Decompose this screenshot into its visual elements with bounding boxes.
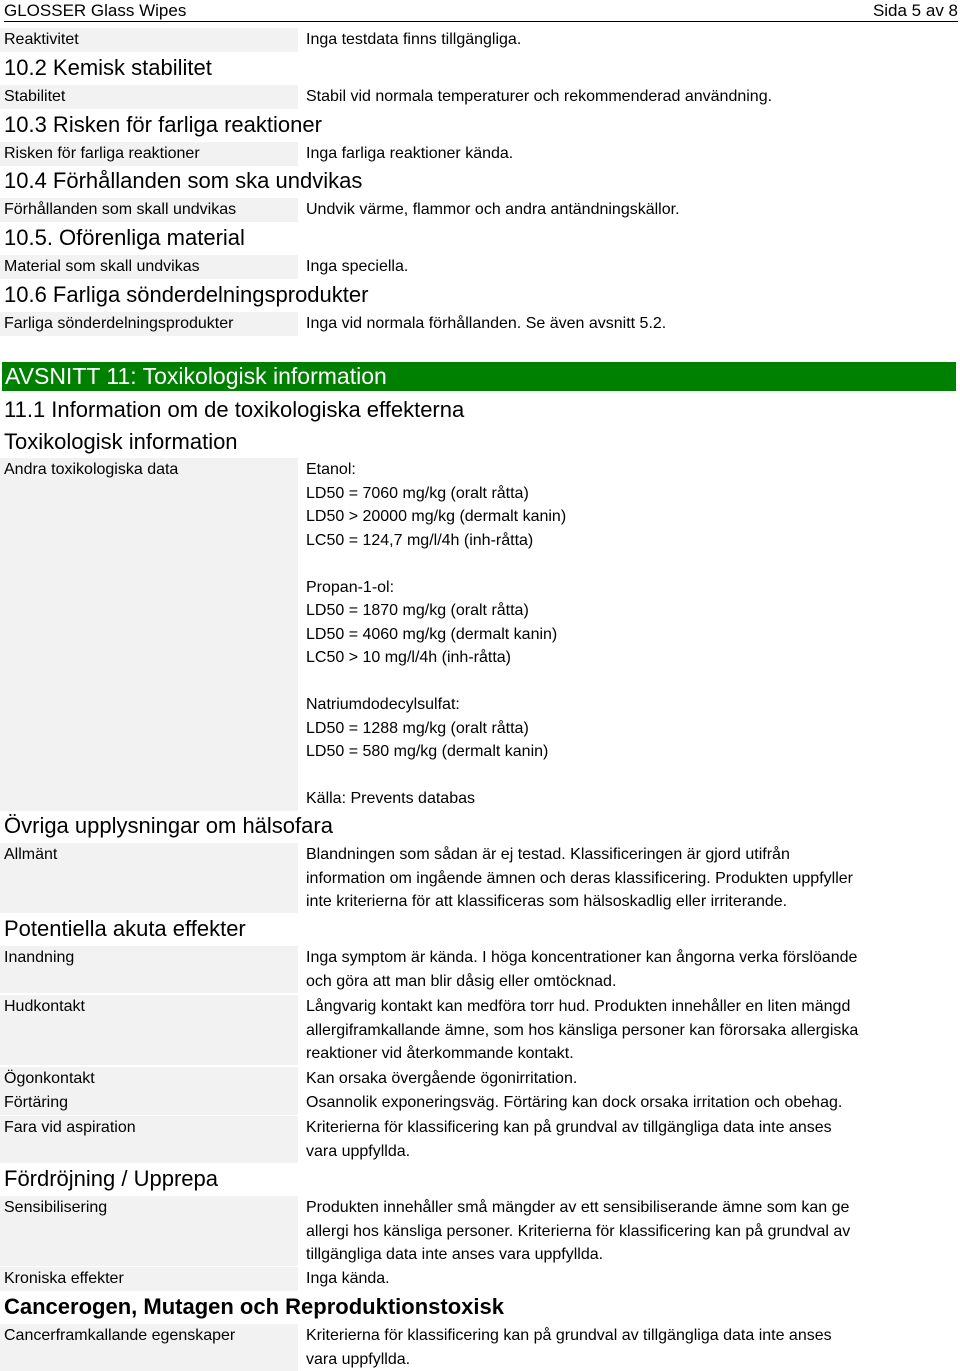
field-label: Förtäring (0, 1091, 298, 1115)
row-cancer (0, 1324, 960, 1371)
field-value (306, 1116, 952, 1163)
text-line: Inga symptom är kända. I höga koncentrationer kan ångorna verka förslöande (306, 949, 858, 966)
row-reaktivitet (0, 28, 960, 52)
subheading-10-6: 10.6 Farliga sönderdelningsprodukter (4, 282, 369, 307)
subheading-10-5: 10.5. Oförenliga material (4, 225, 245, 250)
tox-line: LD50 = 1288 mg/kg (oralt råtta) (306, 719, 529, 737)
text-line: information om ingående ämnen och deras klassificering. Produkten uppfyller (306, 869, 853, 887)
row-forhallanden (0, 198, 960, 222)
field-value (306, 946, 952, 993)
field-label: Inandning (0, 946, 298, 993)
tox-line: Natriumdodecylsulfat: (306, 696, 460, 713)
field-value (306, 1091, 952, 1115)
heading-delayed: Fördröjning / Upprepa (4, 1166, 219, 1191)
field-label: Risken för farliga reaktioner (0, 142, 298, 166)
subheading-tox-info: Toxikologisk information (4, 429, 238, 454)
heading-acute: Potentiella akuta effekter (4, 916, 246, 941)
page-header (4, 0, 958, 22)
row-aspiration (0, 1116, 960, 1163)
field-value (306, 1267, 952, 1291)
row-stabilitet (0, 85, 960, 109)
field-value: Inga farliga reaktioner kända. (306, 145, 514, 162)
text-line: vara uppfyllda. (306, 1350, 411, 1368)
tox-line: Etanol: (306, 461, 356, 478)
text-line: Långvarig kontakt kan medföra torr hud. Produkten innehåller en liten mängd (306, 998, 851, 1015)
section-11-banner: AVSNITT 11: Toxikologisk information (2, 362, 956, 391)
tox-data-lines (306, 458, 952, 811)
subheading-10-2: 10.2 Kemisk stabilitet (4, 55, 212, 80)
subheading-10-3: 10.3 Risken för farliga reaktioner (4, 112, 322, 137)
field-value (306, 843, 952, 914)
tox-line (306, 552, 952, 576)
text-line: allergiframkallande ämne, som hos känsliga personer kan förorsaka allergiska (306, 1021, 859, 1039)
text-line: Kriterierna för klassificering kan på grundval av tillgängliga data inte anses (306, 1327, 832, 1344)
tox-line (306, 764, 952, 788)
row-farliga (0, 312, 960, 336)
row-risken (0, 142, 960, 166)
field-label: Farliga sönderdelningsprodukter (0, 312, 298, 336)
tox-line: LD50 > 20000 mg/kg (dermalt kanin) (306, 508, 567, 525)
field-value: Inga vid normala förhållanden. Se även avsnitt 5.2. (306, 315, 667, 332)
row-material (0, 255, 960, 279)
field-label: Hudkontakt (0, 995, 298, 1065)
text-line: reaktioner vid återkommande kontakt. (306, 1045, 574, 1062)
text-line: Blandningen som sådan är ej testad. Klassificeringen är gjord utifrån (306, 846, 790, 863)
field-value (306, 1324, 952, 1371)
field-label: Cancerframkallande egenskaper (0, 1324, 298, 1371)
text-line: Inga kända. (306, 1270, 390, 1287)
field-value: Undvik värme, flammor och andra antändningskällor. (306, 201, 680, 218)
field-label: Stabilitet (0, 85, 298, 109)
text-line: Kan orsaka övergående ögonirritation. (306, 1070, 578, 1087)
text-line: inte kriterierna för att klassificeras som hälsoskadlig eller irriterande. (306, 893, 788, 910)
text-line: Produkten innehåller små mängder av ett sensibiliserande ämne som kan ge (306, 1199, 850, 1216)
field-label: Förhållanden som skall undvikas (0, 198, 298, 222)
field-label: Fara vid aspiration (0, 1116, 298, 1163)
text-line: tillgängliga data inte anses vara uppfyllda. (306, 1246, 604, 1263)
row-allmant (0, 843, 960, 913)
row-tox-data (0, 458, 960, 811)
field-label: Andra toxikologiska data (0, 458, 298, 811)
tox-line: LD50 = 1870 mg/kg (oralt råtta) (306, 602, 529, 619)
row-ogonkontakt (0, 1067, 960, 1090)
row-sensibilisering (0, 1196, 960, 1266)
document-title: GLOSSER Glass Wipes (4, 1, 187, 20)
tox-line: LD50 = 7060 mg/kg (oralt råtta) (306, 484, 529, 502)
field-value (306, 1196, 952, 1267)
text-line: och göra att man blir dåsig eller omtöcknad. (306, 972, 617, 990)
tox-line: Källa: Prevents databas (306, 790, 475, 807)
tox-line: LD50 = 580 mg/kg (dermalt kanin) (306, 743, 549, 760)
page-number: Sida 5 av 8 (872, 1, 958, 20)
tox-line: LD50 = 4060 mg/kg (dermalt kanin) (306, 625, 558, 643)
heading-health: Övriga upplysningar om hälsofara (4, 813, 333, 838)
row-fortaring (0, 1091, 960, 1114)
heading-cmr: Cancerogen, Mutagen och Reproduktionstoxisk (4, 1294, 504, 1319)
field-label: Sensibilisering (0, 1196, 298, 1266)
text-line: Osannolik exponeringsväg. Förtäring kan dock orsaka irritation och obehag. (306, 1094, 843, 1111)
row-hudkontakt (0, 995, 960, 1065)
text-line: vara uppfyllda. (306, 1142, 411, 1160)
field-value: Inga speciella. (306, 258, 409, 275)
field-label: Ögonkontakt (0, 1067, 298, 1091)
tox-line: LC50 > 10 mg/l/4h (inh-råtta) (306, 649, 511, 666)
field-value: Stabil vid normala temperaturer och rekommenderad användning. (306, 88, 773, 105)
text-line: Kriterierna för klassificering kan på grundval av tillgängliga data inte anses (306, 1119, 832, 1136)
row-inandning (0, 946, 960, 993)
field-label: Material som skall undvikas (0, 255, 298, 279)
subheading-11-1: 11.1 Information om de toxikologiska effekterna (4, 397, 465, 422)
field-label: Kroniska effekter (0, 1267, 298, 1291)
field-value: Inga testdata finns tillgängliga. (306, 31, 522, 48)
tox-line: Propan-1-ol: (306, 578, 395, 596)
row-kroniska (0, 1267, 960, 1290)
subheading-10-4: 10.4 Förhållanden som ska undvikas (4, 168, 363, 193)
field-label: Allmänt (0, 843, 298, 913)
text-line: allergi hos känsliga personer. Kriterierna för klassificering kan på grundval av (306, 1222, 851, 1240)
field-label: Reaktivitet (0, 28, 298, 52)
tox-line: LC50 = 124,7 mg/l/4h (inh-råtta) (306, 531, 534, 549)
field-value (306, 995, 952, 1066)
field-value (306, 1067, 952, 1091)
tox-line (306, 670, 952, 694)
